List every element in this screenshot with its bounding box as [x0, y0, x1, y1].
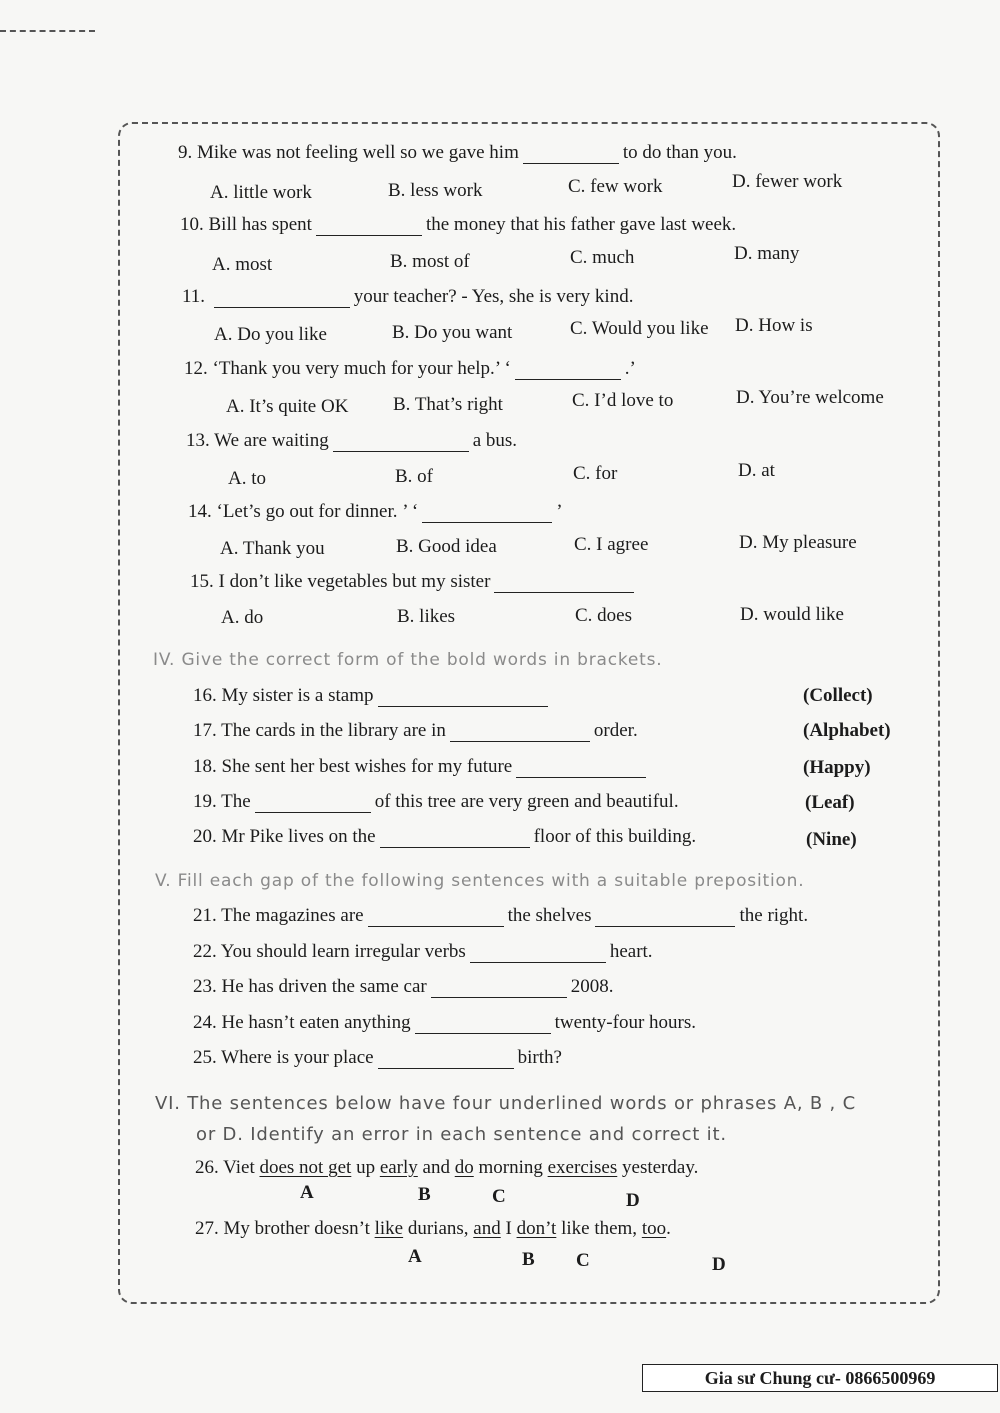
- hint-17: (Alphabet): [803, 720, 891, 741]
- option-a: A. to: [228, 468, 266, 489]
- section-6-heading-line2: or D. Identify an error in each sentence and correct it.: [196, 1124, 727, 1145]
- option-c: C. does: [575, 605, 632, 626]
- label-d: D: [712, 1254, 726, 1275]
- answer-blank[interactable]: [368, 908, 504, 927]
- answer-blank[interactable]: [422, 504, 552, 523]
- label-a: A: [408, 1246, 422, 1267]
- option-d: D. How is: [735, 315, 813, 336]
- option-b: B. likes: [397, 606, 456, 627]
- item-18: 18. She sent her best wishes for my future: [193, 756, 650, 778]
- answer-blank[interactable]: [333, 433, 469, 452]
- option-b: B. Do you want: [392, 322, 513, 343]
- option-c: C. I agree: [574, 534, 649, 555]
- hint-18: (Happy): [803, 757, 871, 778]
- option-b: B. most of: [390, 251, 470, 272]
- answer-blank[interactable]: [450, 723, 590, 742]
- answer-blank[interactable]: [515, 361, 621, 380]
- answer-blank[interactable]: [255, 794, 371, 813]
- option-d: D. fewer work: [732, 171, 843, 192]
- section-6-heading-line1: VI. The sentences below have four underlined words or phrases A, B , C: [155, 1093, 856, 1114]
- underlined-a: does not get: [259, 1157, 352, 1178]
- label-a: A: [300, 1182, 314, 1203]
- label-c: C: [576, 1250, 590, 1271]
- hint-20: (Nine): [806, 829, 857, 850]
- answer-blank[interactable]: [595, 908, 735, 927]
- option-c: C. for: [573, 463, 618, 484]
- option-c: C. much: [570, 247, 635, 268]
- option-c: C. Would you like: [570, 318, 709, 339]
- underlined-d: too: [641, 1218, 667, 1239]
- item-24: 24. He hasn’t eaten anything twenty-four hours.: [193, 1012, 696, 1033]
- hint-19: (Leaf): [805, 792, 855, 813]
- hint-16: (Collect): [803, 685, 873, 706]
- underlined-a: like: [374, 1218, 404, 1239]
- underlined-c: do: [454, 1157, 474, 1178]
- section-4-heading: IV. Give the correct form of the bold words in brackets.: [153, 650, 663, 670]
- item-16: 16. My sister is a stamp: [193, 685, 552, 707]
- answer-blank[interactable]: [378, 688, 548, 707]
- item-21: 21. The magazines are the shelves the right.: [193, 905, 809, 926]
- option-a: A. Thank you: [220, 538, 325, 559]
- option-c: C. I’d love to: [572, 390, 674, 411]
- option-c: C. few work: [568, 176, 663, 197]
- option-d: D. You’re welcome: [736, 387, 884, 408]
- option-b: B. That’s right: [393, 394, 503, 415]
- answer-blank[interactable]: [431, 979, 567, 998]
- item-26: 26. Viet does not get up early and do morning exercises yesterday.: [195, 1157, 699, 1178]
- item-22: 22. You should learn irregular verbs heart.: [193, 941, 653, 962]
- answer-blank[interactable]: [516, 759, 646, 778]
- item-23: 23. He has driven the same car 2008.: [193, 976, 614, 997]
- answer-blank[interactable]: [415, 1015, 551, 1034]
- option-a: A. most: [212, 254, 273, 275]
- item-25: 25. Where is your place birth?: [193, 1047, 562, 1068]
- answer-blank[interactable]: [494, 574, 634, 593]
- answer-blank[interactable]: [523, 145, 619, 164]
- option-d: D. My pleasure: [739, 532, 857, 553]
- underlined-d: exercises: [547, 1157, 618, 1178]
- option-d: D. would like: [740, 604, 844, 625]
- label-d: D: [626, 1190, 640, 1211]
- underlined-b: and: [473, 1218, 501, 1239]
- option-b: B. Good idea: [396, 536, 497, 557]
- item-27: 27. My brother doesn’t like durians, and I don’t like them, too.: [195, 1218, 671, 1239]
- answer-blank[interactable]: [378, 1050, 514, 1069]
- section-5-heading: V. Fill each gap of the following sentences with a suitable preposition.: [155, 871, 805, 891]
- label-c: C: [492, 1186, 506, 1207]
- underlined-c: don’t: [516, 1218, 557, 1239]
- option-d: D. at: [738, 460, 775, 481]
- label-b: B: [418, 1184, 431, 1205]
- answer-blank[interactable]: [380, 829, 530, 848]
- option-a: A. little work: [210, 182, 312, 203]
- option-a: A. It’s quite OK: [226, 396, 349, 417]
- item-17: 17. The cards in the library are in order.: [193, 720, 638, 741]
- option-b: B. less work: [388, 180, 483, 201]
- option-d: D. many: [734, 243, 800, 264]
- answer-blank[interactable]: [470, 944, 606, 963]
- option-a: A. do: [221, 607, 264, 628]
- label-b: B: [522, 1249, 535, 1270]
- underlined-b: early: [379, 1157, 418, 1178]
- answer-blank[interactable]: [214, 289, 350, 308]
- scan-mark: [0, 30, 95, 32]
- option-a: A. Do you like: [214, 324, 327, 345]
- footer-credit: Gia sư Chung cư- 0866500969: [642, 1364, 998, 1392]
- item-19: 19. The of this tree are very green and beautiful.: [193, 791, 679, 812]
- answer-blank[interactable]: [316, 217, 422, 236]
- option-b: B. of: [395, 466, 433, 487]
- item-20: 20. Mr Pike lives on the floor of this building.: [193, 826, 697, 847]
